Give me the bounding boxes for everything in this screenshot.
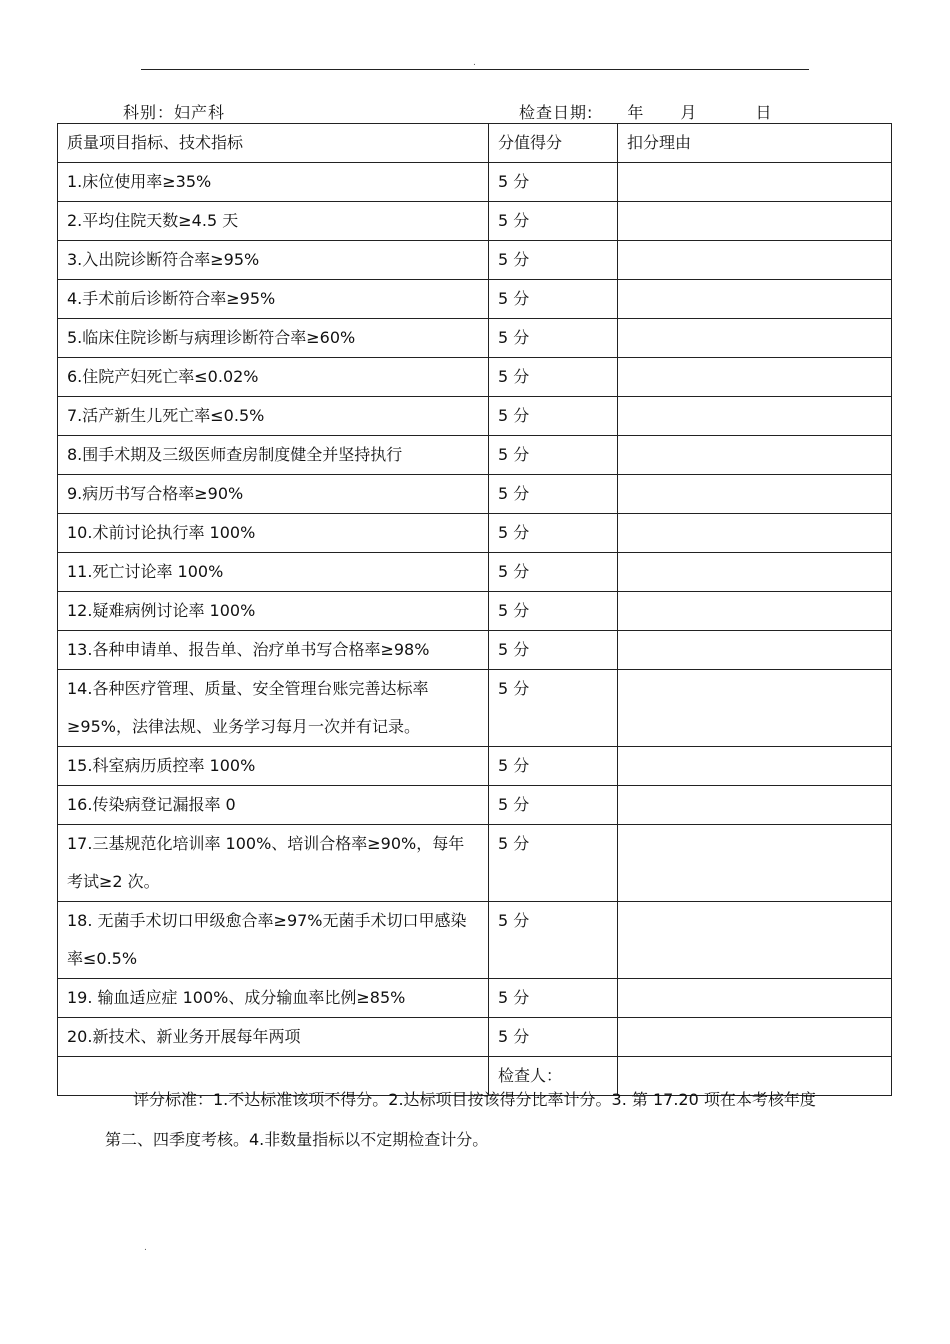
score-cell: 5 分	[489, 202, 618, 241]
indicator-cell: 18. 无菌手术切口甲级愈合率≥97%无菌手术切口甲感染率≤0.5%	[58, 902, 489, 979]
inspection-date	[519, 100, 772, 123]
score-cell: 5 分	[489, 670, 618, 747]
score-cell: 5 分	[489, 553, 618, 592]
month-label: 月	[680, 103, 698, 122]
reason-cell[interactable]	[618, 786, 892, 825]
indicator-cell: 14.各种医疗管理、质量、安全管理台账完善达标率≥95%，法律法规、业务学习每月一次并有记录。	[58, 670, 489, 747]
score-cell: 5 分	[489, 514, 618, 553]
header-item: 质量项目指标、技术指标	[58, 124, 489, 163]
indicator-cell: 9.病历书写合格率≥90%	[58, 475, 489, 514]
indicator-cell: 19. 输血适应症 100%、成分输血率比例≥85%	[58, 979, 489, 1018]
reason-cell[interactable]	[618, 747, 892, 786]
reason-cell[interactable]	[618, 436, 892, 475]
header-dot: .	[473, 58, 476, 68]
indicator-cell: 12.疑难病例讨论率 100%	[58, 592, 489, 631]
table-row	[58, 241, 892, 280]
table-row	[58, 202, 892, 241]
reason-cell[interactable]	[618, 163, 892, 202]
inspector-label: 检查人：	[489, 1057, 618, 1096]
score-cell: 5 分	[489, 902, 618, 979]
score-cell: 5 分	[489, 280, 618, 319]
indicator-cell: 17.三基规范化培训率 100%、培训合格率≥90%，每年考试≥2 次。	[58, 825, 489, 902]
indicator-cell: 1.床位使用率≥35%	[58, 163, 489, 202]
table-row	[58, 670, 892, 747]
score-cell: 5 分	[489, 163, 618, 202]
day-label: 日	[755, 103, 773, 122]
indicator-cell: 4.手术前后诊断符合率≥95%	[58, 280, 489, 319]
score-cell: 5 分	[489, 319, 618, 358]
reason-cell[interactable]	[618, 514, 892, 553]
indicator-cell: 15.科室病历质控率 100%	[58, 747, 489, 786]
reason-cell[interactable]	[618, 670, 892, 747]
header-reason: 扣分理由	[618, 124, 892, 163]
table-header-row	[58, 124, 892, 163]
year-label: 年	[627, 103, 645, 122]
score-cell: 5 分	[489, 358, 618, 397]
reason-cell[interactable]	[618, 358, 892, 397]
score-cell: 5 分	[489, 747, 618, 786]
reason-cell[interactable]	[618, 241, 892, 280]
department-label: 科别：妇产科	[123, 103, 226, 122]
table-row	[58, 825, 892, 902]
score-cell: 5 分	[489, 436, 618, 475]
table-row	[58, 514, 892, 553]
table-row	[58, 358, 892, 397]
reason-cell[interactable]	[618, 319, 892, 358]
date-label: 检查日期:	[519, 103, 594, 122]
score-cell: 5 分	[489, 475, 618, 514]
table-row	[58, 786, 892, 825]
scoring-standard-note	[105, 1080, 825, 1160]
score-cell: 5 分	[489, 397, 618, 436]
indicator-cell: 8.围手术期及三级医师查房制度健全并坚持执行	[58, 436, 489, 475]
indicator-cell: 13.各种申请单、报告单、治疗单书写合格率≥98%	[58, 631, 489, 670]
table-row	[58, 475, 892, 514]
indicator-cell: 3.入出院诊断符合率≥95%	[58, 241, 489, 280]
indicator-cell: 20.新技术、新业务开展每年两项	[58, 1018, 489, 1057]
reason-cell[interactable]	[618, 592, 892, 631]
reason-cell[interactable]	[618, 202, 892, 241]
indicator-cell: 10.术前讨论执行率 100%	[58, 514, 489, 553]
table-row	[58, 1018, 892, 1057]
table-row	[58, 319, 892, 358]
reason-cell[interactable]	[618, 280, 892, 319]
indicator-cell: 6.住院产妇死亡率≤0.02%	[58, 358, 489, 397]
indicator-cell: 16.传染病登记漏报率 0	[58, 786, 489, 825]
table-row	[58, 631, 892, 670]
reason-cell[interactable]	[618, 553, 892, 592]
header-score: 分值得分	[489, 124, 618, 163]
header-rule	[141, 69, 809, 70]
indicator-cell: 7.活产新生儿死亡率≤0.5%	[58, 397, 489, 436]
table-row	[58, 436, 892, 475]
table-row	[58, 979, 892, 1018]
bottom-dot: .	[144, 1243, 147, 1253]
table-row	[58, 902, 892, 979]
indicator-cell: 2.平均住院天数≥4.5 天	[58, 202, 489, 241]
score-cell: 5 分	[489, 786, 618, 825]
score-cell: 5 分	[489, 1018, 618, 1057]
score-cell: 5 分	[489, 825, 618, 902]
reason-cell[interactable]	[618, 1018, 892, 1057]
reason-cell[interactable]	[618, 979, 892, 1018]
footnote-text: 评分标准：1.不达标准该项不得分。2.达标项目按该得分比率计分。3. 第 17.20 项在本考核年度第二、四季度考核。4.非数量指标以不定期检查计分。	[105, 1090, 816, 1149]
table-row	[58, 163, 892, 202]
table-row	[58, 280, 892, 319]
reason-cell[interactable]	[618, 902, 892, 979]
score-cell: 5 分	[489, 241, 618, 280]
reason-cell[interactable]	[618, 397, 892, 436]
quality-indicator-table	[57, 123, 892, 1096]
score-cell: 5 分	[489, 979, 618, 1018]
table-row	[58, 747, 892, 786]
score-cell: 5 分	[489, 592, 618, 631]
reason-cell[interactable]	[618, 631, 892, 670]
table-row	[58, 553, 892, 592]
reason-cell[interactable]	[618, 825, 892, 902]
table-row	[58, 592, 892, 631]
table-row	[58, 397, 892, 436]
score-cell: 5 分	[489, 631, 618, 670]
indicator-cell: 11.死亡讨论率 100%	[58, 553, 489, 592]
reason-cell[interactable]	[618, 475, 892, 514]
indicator-cell: 5.临床住院诊断与病理诊断符合率≥60%	[58, 319, 489, 358]
